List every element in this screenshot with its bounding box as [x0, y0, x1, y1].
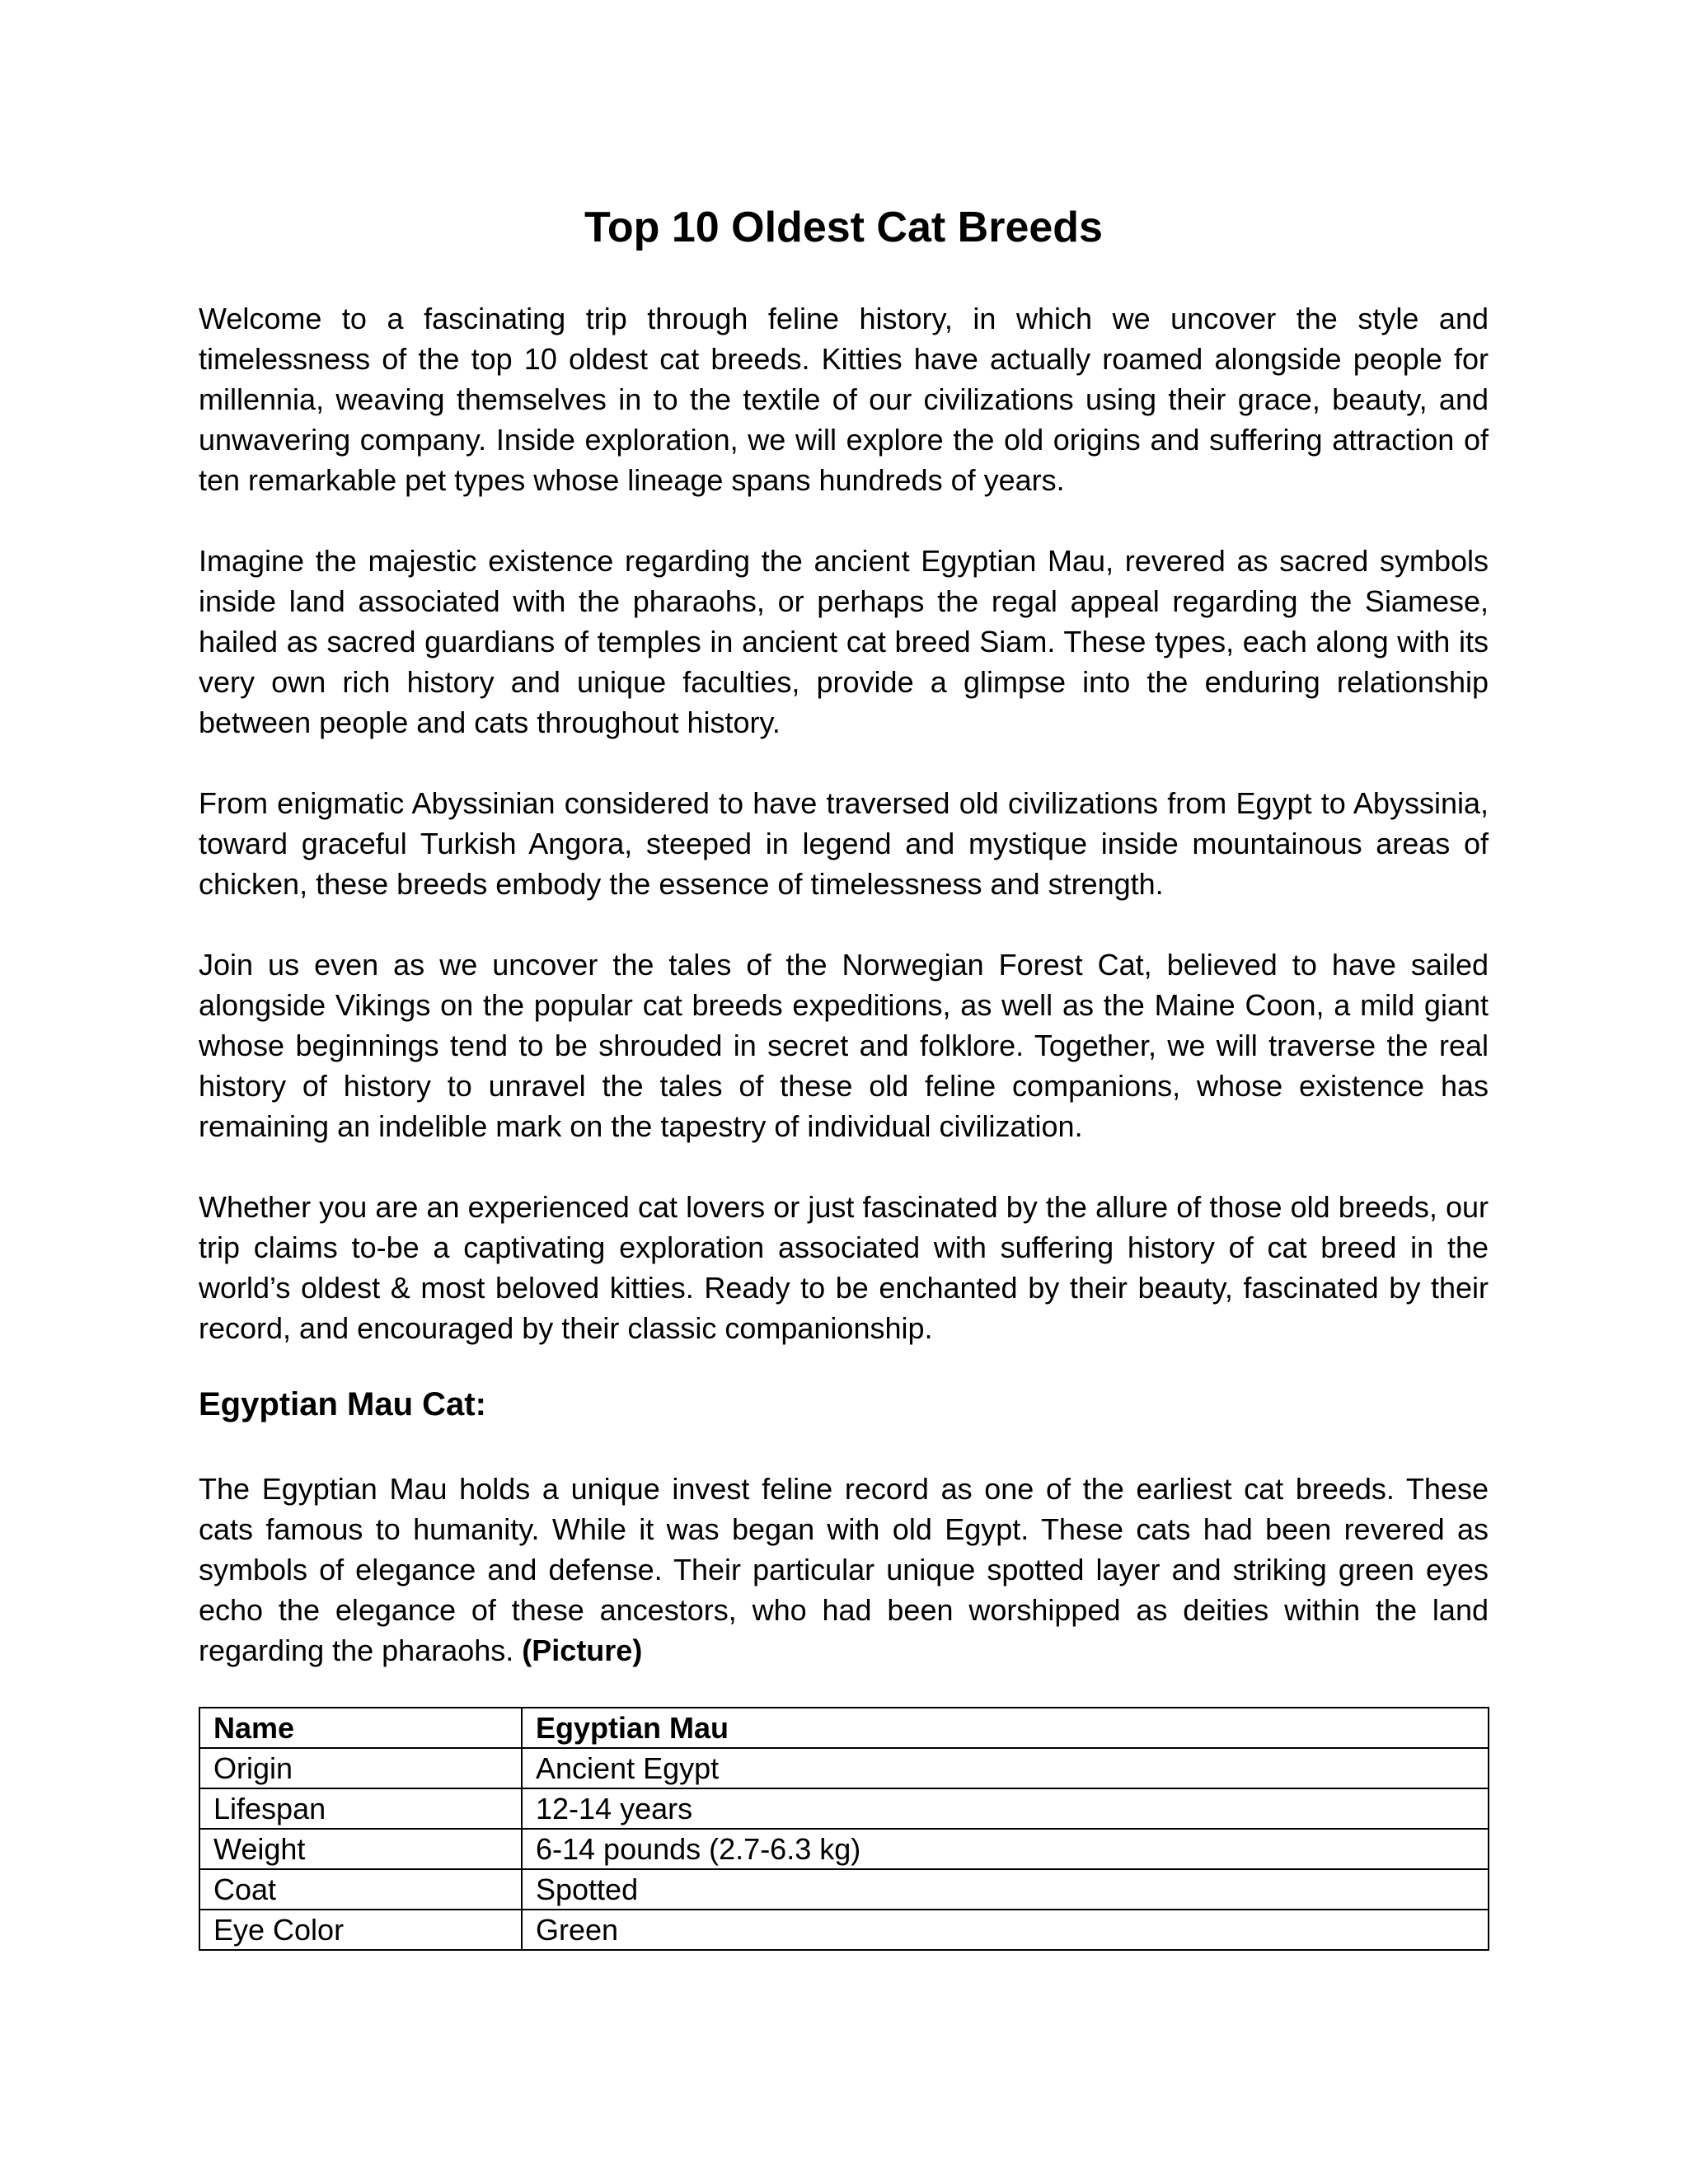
table-row: [199, 1748, 1489, 1788]
table-cell-label: Eye Color: [199, 1910, 522, 1950]
table-cell-label: Weight: [199, 1829, 522, 1869]
intro-paragraph-3: From enigmatic Abyssinian considered to have traversed old civilizations from Egypt to Abyssinia, toward graceful Turkish Angora, steeped in legend and mystique inside mountainous areas of chicken, these breeds embody the essence of timelessness and strength.: [199, 786, 1489, 901]
picture-note: (Picture): [522, 1633, 643, 1667]
table-cell-label: Lifespan: [199, 1788, 522, 1829]
table-header-cell: Egyptian Mau: [522, 1708, 1489, 1748]
table-cell-label: Coat: [199, 1869, 522, 1910]
section-heading: Egyptian Mau Cat:: [199, 1386, 486, 1422]
table-cell-value: Green: [522, 1910, 1489, 1950]
intro-paragraph-5: Whether you are an experienced cat lovers or just fascinated by the allure of those old breeds, our trip claims to-be a captivating exploration associated with suffering history of cat breed in the world’s oldest & most beloved kitties. Ready to be enchanted by their beauty, fascinated by their record, and encouraged by their classic companionship.: [199, 1190, 1489, 1345]
table-cell-label: Origin: [199, 1748, 522, 1788]
intro-paragraph-4: Join us even as we uncover the tales of the Norwegian Forest Cat, believed to have sailed alongside Vikings on the popular cat breeds expeditions, as well as the Maine Coon, a mild giant whose beginnings tend to be shrouded in secret and folklore. Together, we will traverse the real history of history to unravel the tales of these old feline companions, whose existence has remaining an indelible mark on the tapestry of individual civilization.: [199, 948, 1489, 1143]
table-cell-value: Spotted: [522, 1869, 1489, 1910]
document-title: Top 10 Oldest Cat Breeds: [584, 204, 1103, 251]
section-paragraph-text: The Egyptian Mau holds a unique invest feline record as one of the earliest cat breeds. These cats famous to humanity. While it was began with old Egypt. These cats had been revered as symbols of elegance and defense. Their particular unique spotted layer and striking green eyes echo the elegance of these ancestors, who had been worshipped as deities within the land regarding the pharaohs.: [199, 1472, 1489, 1667]
breed-info-table: [199, 1707, 1489, 1951]
intro-paragraph-1: Welcome to a fascinating trip through feline history, in which we uncover the style and timelessness of the top 10 oldest cat breeds. Kitties have actually roamed alongside people for millennia, weaving themselves in to the textile of our civilizations using their grace, beauty, and unwavering company. Inside exploration, we will explore the old origins and suffering attraction of ten remarkable pet types whose lineage spans hundreds of years.: [199, 302, 1489, 497]
section-paragraph: [199, 1469, 1489, 1671]
table-header-cell: Name: [199, 1708, 522, 1748]
table-row: [199, 1788, 1489, 1829]
table-cell-value: 6-14 pounds (2.7-6.3 kg): [522, 1829, 1489, 1869]
table-row: [199, 1910, 1489, 1950]
table-row: [199, 1829, 1489, 1869]
table-header-row: [199, 1708, 1489, 1748]
table-row: [199, 1869, 1489, 1910]
intro-paragraph-2: Imagine the majestic existence regarding the ancient Egyptian Mau, revered as sacred symbols inside land associated with the pharaohs, or perhaps the regal appeal regarding the Siamese, hailed as sacred guardians of temples in ancient cat breed Siam. These types, each along with its very own rich history and unique faculties, provide a glimpse into the enduring relationship between people and cats throughout history.: [199, 544, 1489, 739]
table-cell-value: Ancient Egypt: [522, 1748, 1489, 1788]
table-cell-value: 12-14 years: [522, 1788, 1489, 1829]
